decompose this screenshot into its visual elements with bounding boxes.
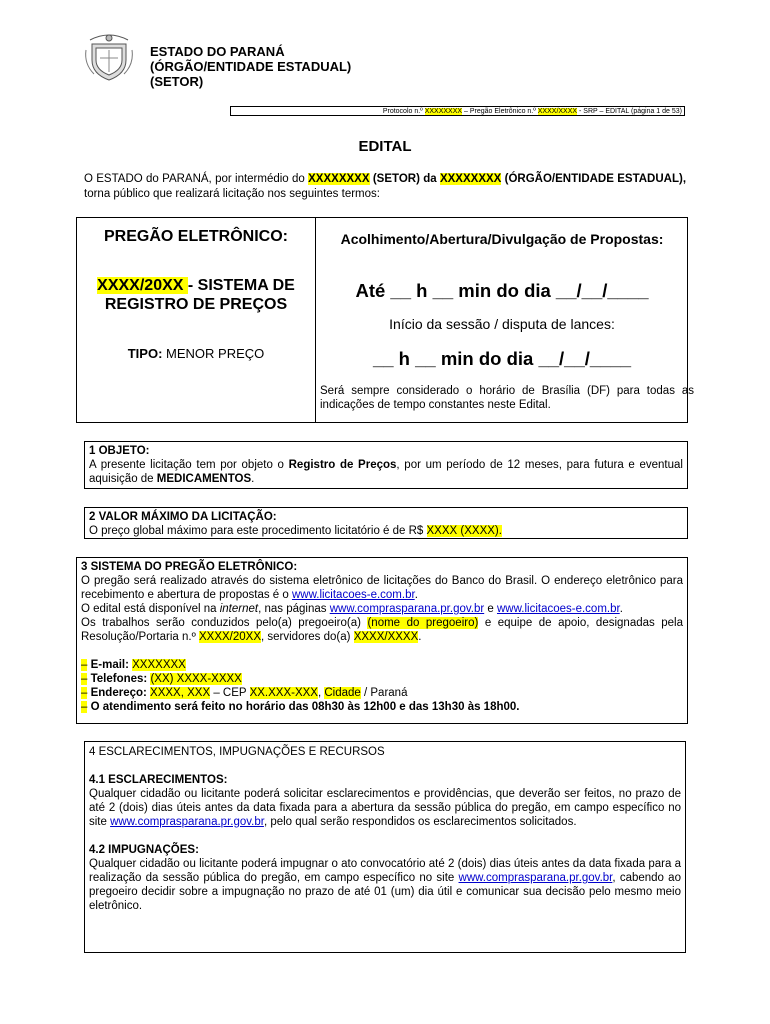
contact-phone: – Telefones: (XX) XXXX-XXXX bbox=[81, 673, 242, 685]
header-state: ESTADO DO PARANÁ bbox=[150, 44, 285, 59]
section-heading: 3 SISTEMA DO PREGÃO ELETRÔNICO: bbox=[81, 561, 298, 573]
section-heading: 2 VALOR MÁXIMO DA LICITAÇÃO: bbox=[89, 511, 277, 523]
session-start-label: Início da sessão / disputa de lances: bbox=[389, 316, 615, 332]
sistema-paragraph-1: O pregão será realizado através do sistema eletrônico de licitações do Banco do Brasil. O endereço eletrônico para recebimento e abertura de propostas é o www.licitacoes-e.com.br. bbox=[81, 575, 683, 601]
header-organ: (ÓRGÃO/ENTIDADE ESTADUAL) bbox=[150, 59, 352, 74]
page-title: EDITAL bbox=[358, 138, 412, 155]
contact-address: – Endereço: XXXX, XXX – CEP XX.XXX-XXX, Cidade / Paraná bbox=[81, 687, 408, 699]
contact-email: – E-mail: XXXXXXX bbox=[81, 659, 186, 671]
sistema-paragraph-3: Os trabalhos serão conduzidos pelo(a) pregoeiro(a) (nome do pregoeiro) e equipe de apoio, designadas pela Resolução/Portaria n.º XXXX/20XX, servidores do(a) XXXX/XXXX. bbox=[81, 617, 684, 643]
comprasparana-link[interactable]: www.comprasparana.pr.gov.br bbox=[329, 603, 485, 615]
licitacoes-link[interactable]: www.licitacoes-e.com.br bbox=[496, 603, 620, 615]
intro-paragraph: O ESTADO do PARANÁ, por intermédio do XXXXXXXX (SETOR) da XXXXXXXX (ÓRGÃO/ENTIDADE ESTADUAL), torna público que realizará licitação nos seguintes termos: bbox=[84, 173, 687, 200]
comprasparana-link[interactable]: www.comprasparana.pr.gov.br bbox=[110, 816, 264, 828]
session-start-line: __ h __ min do dia __/__/____ bbox=[372, 348, 632, 369]
section-heading: 1 OBJETO: bbox=[89, 445, 150, 457]
protocol-line: Protocolo n.º XXXXXXXX – Pregão Eletrônico n.º XXXX/XXXX - SRP – EDITAL (página 1 de 53) bbox=[230, 106, 685, 116]
impugnacoes-text: Qualquer cidadão ou licitante poderá impugnar o ato convocatório até 2 (dois) dias úteis antes da data fixada para a realização da sessão pública do pregão, em campo específico no site www.comprasparana.pr.gov.br, cabendo ao pregoeiro decidir sobre a impugnação no prazo de até 01 (um) dia útil e comunicar sua decisão pelo mesmo meio eletrônico. bbox=[89, 858, 681, 912]
modality-column bbox=[77, 218, 315, 422]
acolhimento-title: Acolhimento/Abertura/Divulgação de Propostas: bbox=[340, 231, 664, 247]
sistema-paragraph-2: O edital está disponível na internet, nas páginas www.comprasparana.pr.gov.br e www.licitacoes-e.com.br. bbox=[81, 603, 623, 615]
subsection-heading: 4.1 ESCLARECIMENTOS: bbox=[89, 774, 228, 786]
column-divider bbox=[315, 218, 316, 422]
licitacoes-link[interactable]: www.licitacoes-e.com.br bbox=[291, 589, 415, 601]
state-coat-of-arms-icon bbox=[82, 30, 136, 84]
comprasparana-link[interactable]: www.comprasparana.pr.gov.br bbox=[458, 872, 613, 884]
section-sistema bbox=[76, 557, 688, 724]
section-objeto bbox=[84, 441, 688, 489]
timezone-note: Será sempre considerado o horário de Brasília (DF) para todas as indicações de tempo constantes neste Edital. bbox=[320, 385, 694, 411]
valor-text: O preço global máximo para este procedimento licitatório é de R$ XXXX (XXXX). bbox=[89, 525, 502, 537]
summary-box bbox=[76, 217, 694, 423]
header-sector: (SETOR) bbox=[150, 74, 204, 89]
modality-title: PREGÃO ELETRÔNICO: bbox=[103, 228, 288, 245]
process-number: XXXX/20XX - SISTEMA DE REGISTRO DE PREÇOS bbox=[97, 277, 295, 313]
deadline-line: Até __ h __ min do dia __/__/____ bbox=[355, 280, 649, 301]
section-valor bbox=[84, 507, 688, 539]
esclarecimentos-text: Qualquer cidadão ou licitante poderá solicitar esclarecimentos e providências, que deverão ser feitos, no prazo de até 2 (dois) dias úteis antes da data fixada para a abertura da sessão pública do pregão, em campo específico no site www.comprasparana.pr.gov.br, pelo qual serão respondidos os esclarecimentos solicitados. bbox=[89, 788, 681, 828]
section-heading: 4 ESCLARECIMENTOS, IMPUGNAÇÕES E RECURSOS bbox=[89, 746, 385, 758]
schedule-column bbox=[317, 218, 694, 422]
contact-list bbox=[81, 658, 683, 714]
subsection-heading: 4.2 IMPUGNAÇÕES: bbox=[89, 844, 199, 856]
header-text bbox=[150, 44, 351, 89]
section-esclarecimentos bbox=[84, 741, 686, 953]
tipo: TIPO: MENOR PREÇO bbox=[127, 346, 265, 361]
objeto-text: A presente licitação tem por objeto o Registro de Preços, por um período de 12 meses, para futura e eventual aquisição de MEDICAMENTOS. bbox=[89, 459, 683, 485]
contact-hours: – O atendimento será feito no horário das 08h30 às 12h00 e das 13h30 às 18h00. bbox=[81, 701, 520, 713]
